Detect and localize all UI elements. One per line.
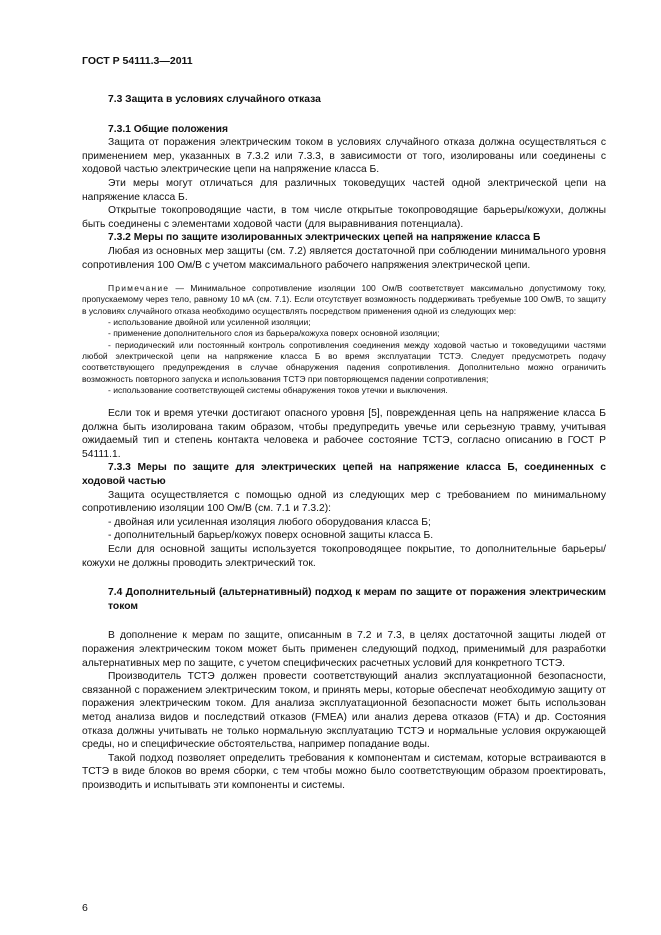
paragraph: Эти меры могут отличаться для различных токоведущих частей одной электрической цепи на напряжение класса Б. bbox=[82, 177, 606, 203]
paragraph: Открытые токопроводящие части, в том числе открытые токопроводящие барьеры/кожухи, должны быть соединены с элементами ходовой части (для выравнивания потенциала). bbox=[82, 205, 606, 230]
paragraph: Если для основной защиты используется токопроводящее покрытие, то дополнительные барьеры/кожухи не должны проводить электрический ток. bbox=[82, 544, 606, 569]
paragraph: В дополнение к мерам по защите, описанным в 7.2 и 7.3, в целях достаточной защиты людей от поражения электрическим током может быть применен следующий подход, применимый для разработки альтернативных мер по защите, с учетом специфических расчетных условий для конкретного ТСТЭ. bbox=[82, 630, 606, 669]
note-block bbox=[82, 283, 606, 396]
note-list-item: - использование двойной или усиленной изоляции; bbox=[108, 317, 311, 328]
note-label: Примечание bbox=[108, 283, 170, 294]
paragraph: Если ток и время утечки достигают опасного уровня [5], поврежденная цепь на напряжение класса Б должна быть изолирована таким образом, чтобы предупредить увечье или серьезную травму, учитывая ожидаемый тип и степень контакта человека и рабочее состояние ТСТЭ, согласно описанию в ГОСТ Р 54111.1. bbox=[82, 408, 606, 460]
document-header: ГОСТ Р 54111.3—2011 bbox=[82, 55, 193, 67]
paragraph: Защита осуществляется с помощью одной из следующих мер с требованием по минимальному сопротивлению изоляции 100 Ом/В (см. 7.1 и 7.3.2): bbox=[82, 489, 606, 515]
note-text: — Минимальное сопротивление изоляции 100 Ом/В соответствует максимально допустимому току, пропускаемому через тело, равному 10 мА (см. 7.1). Если отсутствует возможность поддерживать требуемые 100 Ом/В, то защиту в условиях случайного отказа необходимо осуществлять посредством применения одной из следующих мер: bbox=[82, 283, 606, 316]
page-number: 6 bbox=[82, 902, 88, 914]
section-7-3-title: 7.3 Защита в условиях случайного отказа bbox=[108, 94, 321, 105]
document-body bbox=[82, 84, 606, 793]
note-paragraph bbox=[82, 283, 606, 317]
section-7-3-1-title: 7.3.1 Общие положения bbox=[108, 123, 228, 135]
section-7-4-title: 7.4 Дополнительный (альтернативный) подход к мерам по защите от поражения электрическим током bbox=[108, 587, 606, 612]
paragraph: Защита от поражения электрическим током в условиях случайного отказа должна осуществляться с применением мер, указанных в 7.3.2 или 7.3.3, в зависимости от того, изолированы или соединены с ходовой частью электрические цепи на напряжение класса Б. bbox=[82, 137, 606, 176]
paragraph: Такой подход позволяет определить требования к компонентам и системам, которые встраиваются в ТСТЭ в виде блоков во время сборки, с тем чтобы можно было соответствующим образом проектировать, производить и испытывать эти компоненты и системы. bbox=[82, 752, 606, 791]
section-7-3-2-title: 7.3.2 Меры по защите изолированных электрических цепей на напряжение класса Б bbox=[108, 232, 541, 244]
list-item: - дополнительный барьер/кожух поверх основной защиты класса Б. bbox=[108, 530, 434, 542]
list-item: - двойная или усиленная изоляция любого оборудования класса Б; bbox=[108, 516, 431, 528]
note-list-item: - периодический или постоянный контроль сопротивления соединения между ходовой частью и токоведущими частями любой электрической цепи на напряжение класса Б во время эксплуатации ТСТЭ. Следует предусмотреть подачу соответствующего предупреждения в случае обнаружения падения сопротивления. Дополнительно можно ограничить возможность повторного запуска и использования ТСТЭ при повторяющемся падении сопротивления; bbox=[82, 339, 606, 384]
note-list-item: - применение дополнительного слоя из барьера/кожуха поверх основной изоляции; bbox=[108, 328, 440, 339]
note-list-item: - использование соответствующей системы обнаружения токов утечки и выключения. bbox=[108, 384, 448, 395]
paragraph: Производитель ТСТЭ должен провести соответствующий анализ эксплуатационной безопасности, связанной с поражением электрическим током, и принять меры, которые обеспечат необходимую защиту от поражения электрическим током. Для анализа эксплуатационной безопасности может быть использован метод анализа видов и последствий отказов (FMEA) или анализ дерева отказов (FTA) и др. Состояния отказа должны учитывать не только нормальную эксплуатацию ТСТЭ и нормальные условия окружающей среды, но и специфические обстоятельства, например попадание воды. bbox=[82, 671, 606, 751]
section-7-3-3-title: 7.3.3 Меры по защите для электрических цепей на напряжение класса Б, соединенных с ходовой частью bbox=[82, 462, 606, 488]
paragraph: Любая из основных мер защиты (см. 7.2) является достаточной при соблюдении минимального уровня сопротивления 100 Ом/В с учетом максимального рабочего напряжения электрической цепи. bbox=[82, 245, 606, 271]
